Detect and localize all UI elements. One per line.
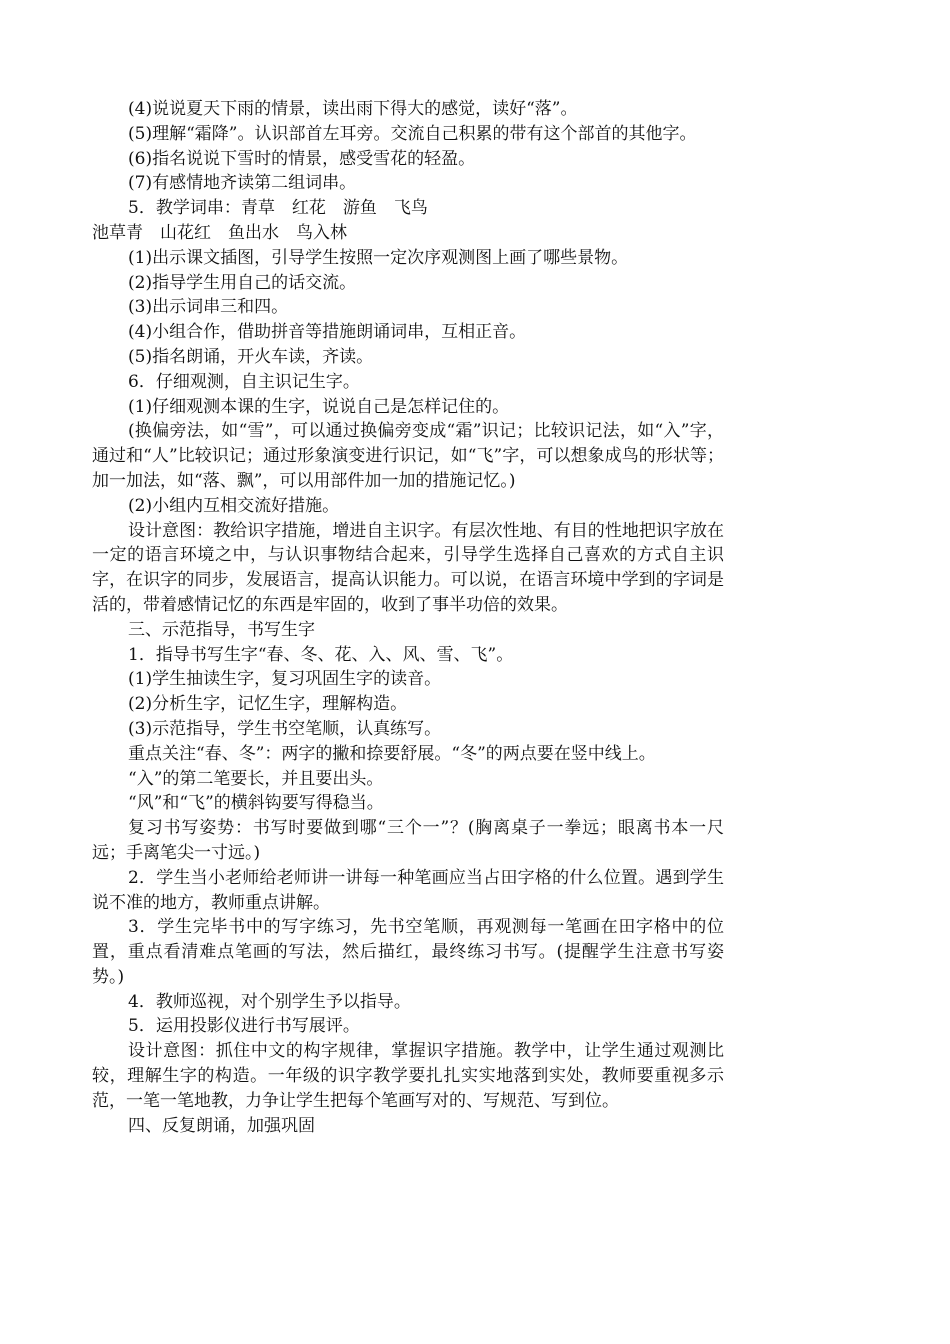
paragraph: 6．仔细观测，自主识记生字。	[128, 371, 360, 392]
paragraph: 5．教学词串：青草 红花 游鱼 飞鸟	[128, 198, 428, 219]
paragraph: “风”和“飞”的横斜钩要写得稳当。	[128, 793, 384, 814]
paragraph: 三、示范指导，书写生字	[128, 619, 315, 640]
paragraph: (1)出示课文插图，引导学生按照一定次序观测图上画了哪些景物。	[128, 247, 629, 268]
paragraph: (4)小组合作，借助拼音等措施朗诵词串，互相正音。	[128, 322, 527, 343]
paragraph: 4．教师巡视，对个别学生予以指导。	[128, 991, 411, 1012]
paragraph: 2．学生当小老师给老师讲一讲每一种笔画应当占田字格的什么位置。遇到学生说不准的地方，教师重点讲解。	[92, 867, 724, 913]
paragraph: 复习书写姿势：书写时要做到哪“三个一”？(胸离桌子一拳远；眼离书本一尺远；手离笔尖一寸远。)	[92, 818, 724, 863]
paragraph: (7)有感情地齐读第二组词串。	[128, 173, 357, 194]
paragraph: 5．运用投影仪进行书写展评。	[128, 1016, 360, 1037]
paragraph: (3)示范指导，学生书空笔顺，认真练写。	[128, 718, 442, 739]
paragraph: 重点关注“春、冬”：两字的撇和捺要舒展。“冬”的两点要在竖中线上。	[128, 743, 656, 764]
paragraph: (5)理解“霜降”。认识部首左耳旁。交流自己积累的带有这个部首的其他字。	[128, 123, 697, 144]
paragraph: “入”的第二笔要长，并且要出头。	[128, 768, 384, 789]
paragraph: (2)指导学生用自己的话交流。	[128, 272, 357, 293]
paragraph: (3)出示词串三和四。	[128, 297, 289, 318]
paragraph: 池草青 山花红 鱼出水 鸟入林	[92, 222, 347, 243]
paragraph: 1．指导书写生字“春、冬、花、入、风、雪、飞”。	[128, 644, 514, 665]
paragraph: 3．学生完毕书中的写字练习，先书空笔顺，再观测每一笔画在田字格中的位置，重点看清难点笔画的写法，然后描红，最终练习书写。(提醒学生注意书写姿势。)	[92, 917, 724, 987]
paragraph: (2)小组内互相交流好措施。	[128, 495, 340, 516]
paragraph: 设计意图：抓住中文的构字规律，掌握识字措施。教学中，让学生通过观测比较，理解生字的构造。一年级的识字教学要扎扎实实地落到实处，教师要重视多示范，一笔一笔地教，力争让学生把每个笔画写对的、写规范、写到位。	[92, 1041, 724, 1111]
paragraph: (4)说说夏天下雨的情景，读出雨下得大的感觉，读好“落”。	[128, 99, 578, 119]
paragraph: (2)分析生字，记忆生字，理解构造。	[128, 694, 408, 715]
paragraph: (5)指名朗诵，开火车读，齐读。	[128, 346, 374, 367]
paragraph: (6)指名说说下雪时的情景，感受雪花的轻盈。	[128, 148, 476, 169]
paragraph: 设计意图：教给识字措施，增进自主识字。有层次性地、有目的性地把识字放在一定的语言环境之中，与认识事物结合起来，引导学生选择自己喜欢的方式自主识字，在识字的同步，发展语言，提高认识能力。可以说，在语言环境中学到的字词是活的，带着感情记忆的东西是牢固的，收到了事半功倍的效果。	[92, 520, 724, 615]
document-body	[92, 97, 724, 1138]
paragraph: (1)仔细观测本课的生字，说说自己是怎样记住的。	[128, 396, 510, 417]
paragraph: 四、反复朗诵，加强巩固	[128, 1115, 315, 1136]
paragraph: (1)学生抽读生字，复习巩固生字的读音。	[128, 669, 442, 690]
paragraph: (换偏旁法，如“雪”，可以通过换偏旁变成“霜”识记；比较识记法，如“入”字，通过和“人”比较识记；通过形象演变进行识记，如“飞”字，可以想象成鸟的形状等；加一加法，如“落、飘”，可以用部件加一加的措施记忆。)	[92, 421, 724, 491]
